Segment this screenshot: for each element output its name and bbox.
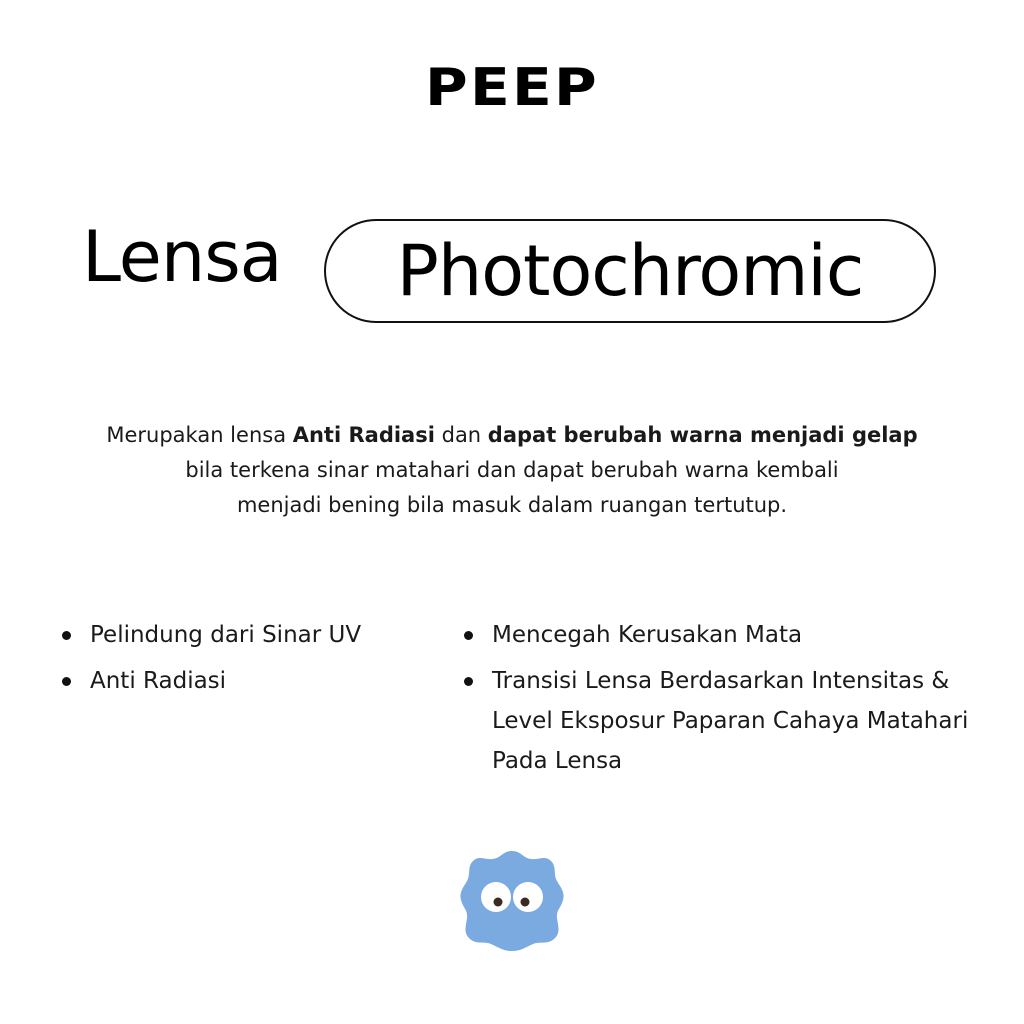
mascot-eye-right bbox=[513, 882, 543, 912]
title-pill bbox=[324, 219, 936, 323]
feature-label: Mencegah Kerusakan Mata bbox=[492, 622, 803, 648]
feature-item bbox=[462, 615, 982, 655]
bullet-icon bbox=[464, 631, 473, 640]
mascot-eye-left bbox=[481, 882, 511, 912]
brand-logo: PEEP bbox=[425, 58, 599, 118]
feature-item bbox=[60, 661, 440, 701]
bullet-icon bbox=[62, 677, 71, 686]
feature-label: Transisi Lensa Berdasarkan Intensitas & Level Eksposur Paparan Cahaya Matahari Pada Lensa bbox=[492, 668, 969, 774]
description-bold-1: Anti Radiasi bbox=[292, 423, 435, 447]
bullet-icon bbox=[464, 677, 473, 686]
mascot-pupil-left bbox=[494, 898, 503, 907]
features-left-list bbox=[60, 615, 440, 707]
mascot-pupil-right bbox=[521, 898, 530, 907]
feature-item bbox=[462, 661, 982, 781]
feature-label: Pelindung dari Sinar UV bbox=[90, 622, 362, 648]
description bbox=[60, 418, 964, 523]
description-part-2: dan bbox=[434, 423, 488, 447]
description-part-1: Merupakan lensa bbox=[106, 423, 293, 447]
description-part-3: bila terkena sinar matahari dan dapat berubah warna kembali bbox=[185, 458, 839, 482]
features-right-list bbox=[462, 615, 982, 787]
description-part-4: menjadi bening bila masuk dalam ruangan tertutup. bbox=[236, 493, 788, 517]
bullet-icon bbox=[62, 631, 71, 640]
feature-label: Anti Radiasi bbox=[90, 668, 227, 694]
description-bold-2: dapat berubah warna menjadi gelap bbox=[487, 423, 918, 447]
feature-item bbox=[60, 615, 440, 655]
mascot-body bbox=[460, 851, 563, 951]
title-word: Lensa bbox=[82, 216, 282, 298]
title-highlight: Photochromic bbox=[396, 230, 864, 312]
peep-mascot-icon bbox=[459, 849, 565, 951]
